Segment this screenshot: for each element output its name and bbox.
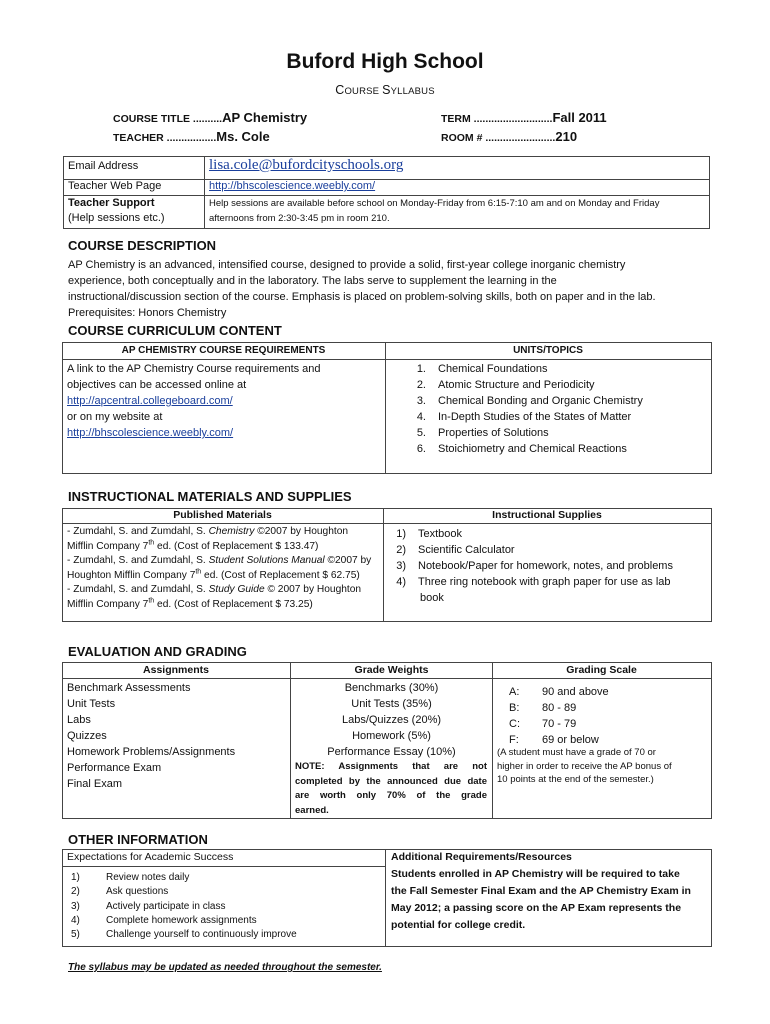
expectation-item: 4) Complete homework assignments xyxy=(71,914,257,926)
published-materials-header: Published Materials xyxy=(173,509,272,521)
course-title-row: COURSE TITLE ..........AP Chemistry xyxy=(113,110,308,125)
email-label: Email Address xyxy=(64,157,205,180)
grade-weight-item: Performance Essay (10%) xyxy=(327,746,456,758)
grade-weight-item: Homework (5%) xyxy=(352,730,431,742)
collegeboard-link[interactable]: http://apcentral.collegeboard.com/ xyxy=(67,395,233,407)
description-text: AP Chemistry is an advanced, intensified course, designed to provide a solid, first-year college inorganic chemistry experience, both conceptually and in the laboratory. The labs serve to supplement the learning in the instructional/discussion section of the course. Emphasis is placed on problem-solving skills, both on paper and in the lab. Prerequisites: Honors Chemistry xyxy=(68,259,656,319)
assignment-item: Benchmark Assessments xyxy=(67,682,191,694)
supplies-continued: book xyxy=(420,592,444,604)
supply-item: 3) Notebook/Paper for homework, notes, and problems xyxy=(396,560,673,572)
expectations-header: Expectations for Academic Success xyxy=(67,851,234,863)
course-title: AP Chemistry xyxy=(222,110,308,125)
expectation-item: 5) Challenge yourself to continuously improve xyxy=(71,929,297,941)
assignment-item: Labs xyxy=(67,714,91,726)
description-heading: COURSE DESCRIPTION xyxy=(68,238,217,253)
additional-requirements-header: Additional Requirements/Resources xyxy=(391,851,572,863)
grading-scale-item: C: 70 - 79 xyxy=(509,718,577,730)
grade-weight-item: Benchmarks (30%) xyxy=(344,682,439,694)
supply-item: 1) Textbook xyxy=(396,528,463,540)
topics-list xyxy=(398,361,708,457)
published-material-item: - Zumdahl, S. and Zumdahl, S. Student Solutions Manual ©2007 by xyxy=(67,555,372,566)
page-subtitle: COURSE SYLLABUS xyxy=(335,83,435,97)
supplies-list xyxy=(384,526,704,590)
term-value: Fall 2011 xyxy=(552,110,607,125)
instructional-supplies-header: Instructional Supplies xyxy=(492,509,602,521)
grading-scale-item: A: 90 and above xyxy=(509,686,609,698)
supply-item: 2) Scientific Calculator xyxy=(396,544,515,556)
support-text: Help sessions are available before school on Monday-Friday from 6:15-7:10 am and on Monday and Friday afternoons from 2:30-3:45 pm in room 210. xyxy=(205,196,710,229)
published-materials-list: - Zumdahl, S. and Zumdahl, S. Chemistry ©2007 by Houghton Mifflin Company 7th ed. (Cost of Replacement $ 133.47) - Zumdahl, S. and Zumdahl, S. Student Solutions Manual ©2007 by Houghton Mifflin Company 7th ed. (Cost of Replacement $ 62.75) - Zumdahl, S. and Zumdahl, S. Study Guide © 2007 by Houghton Mifflin Company 7th ed. (Cost of Replacement $ 73.25) xyxy=(67,525,382,612)
web-label: Teacher Web Page xyxy=(64,180,205,196)
course-requirements-text: A link to the AP Chemistry Course requirements and objectives can be accessed online at http://apcentral.collegeboard.com/ or on my website at http://bhscolescience.weebly.com/ xyxy=(67,363,321,439)
topic-item: 4. In-Depth Studies of the States of Matter xyxy=(416,411,632,423)
grade-weights-list xyxy=(291,680,492,760)
curriculum-heading: COURSE CURRICULUM CONTENT xyxy=(68,323,282,338)
evaluation-heading: EVALUATION AND GRADING xyxy=(68,644,247,659)
grading-scale-note: (A student must have a grade of 70 or higher in order to receive the AP bonus of 10 points at the end of the semester.) xyxy=(497,747,672,785)
topic-item: 2. Atomic Structure and Periodicity xyxy=(416,379,595,391)
grading-scale-item: B: 80 - 89 xyxy=(509,702,577,714)
teacher-website-link[interactable]: http://bhscolescience.weebly.com/ xyxy=(67,427,234,439)
other-heading: OTHER INFORMATION xyxy=(68,832,208,847)
assignment-item: Final Exam xyxy=(67,778,123,790)
late-work-note: NOTE: Assignments that are not completed by the announced due date are worth only 70% of the grade earned. xyxy=(295,761,487,816)
topic-item: 3. Chemical Bonding and Organic Chemistry xyxy=(416,395,643,407)
page-title: Buford High School xyxy=(286,50,484,73)
teacher-name: Ms. Cole xyxy=(216,129,270,144)
materials-heading: INSTRUCTIONAL MATERIALS AND SUPPLIES xyxy=(68,489,352,504)
grade-weights-header: Grade Weights xyxy=(354,664,429,676)
topic-item: 5. Properties of Solutions xyxy=(416,427,549,439)
assignment-item: Performance Exam xyxy=(67,762,162,774)
assignments-header: Assignments xyxy=(143,664,209,676)
expectation-item: 3) Actively participate in class xyxy=(71,900,226,912)
contact-table xyxy=(63,156,710,229)
term-row: TERM ...........................Fall 2011 xyxy=(441,110,607,125)
teacher-row: TEACHER .................Ms. Cole xyxy=(113,129,270,144)
units-topics-header: UNITS/TOPICS xyxy=(513,345,583,356)
grading-scale-list xyxy=(509,684,699,748)
grade-weight-item: Unit Tests (35%) xyxy=(351,698,432,710)
course-requirements-header: AP CHEMISTRY COURSE REQUIREMENTS xyxy=(121,345,326,356)
assignment-item: Unit Tests xyxy=(67,698,116,710)
assignment-item: Quizzes xyxy=(67,730,107,742)
published-material-item: - Zumdahl, S. and Zumdahl, S. Study Guide © 2007 by Houghton xyxy=(67,584,362,595)
web-link[interactable]: http://bhscolescience.weebly.com/ xyxy=(209,180,376,192)
grading-scale-header: Grading Scale xyxy=(566,664,637,676)
additional-requirements-text: Students enrolled in AP Chemistry will be required to take the Fall Semester Final Exam and the AP Chemistry Exam in May 2012; a passing score on the AP Exam represents the potential for college credit. xyxy=(391,868,691,931)
assignments-list xyxy=(67,680,287,792)
expectation-item: 1) Review notes daily xyxy=(71,872,190,883)
email-link[interactable]: lisa.cole@bufordcityschools.org xyxy=(209,157,404,173)
published-material-item: - Zumdahl, S. and Zumdahl, S. Chemistry ©2007 by Houghton xyxy=(67,526,349,537)
support-label: Teacher Support (Help sessions etc.) xyxy=(64,196,205,229)
supply-item: 4) Three ring notebook with graph paper for use as lab xyxy=(396,576,671,588)
grade-weight-item: Labs/Quizzes (20%) xyxy=(341,714,442,726)
topic-item: 1. Chemical Foundations xyxy=(416,363,548,375)
topic-item: 6. Stoichiometry and Chemical Reactions xyxy=(416,443,627,455)
room-value: 210 xyxy=(555,129,578,144)
expectation-item: 2) Ask questions xyxy=(71,886,169,898)
footer-note: The syllabus may be updated as needed throughout the semester. xyxy=(68,962,382,973)
expectations-list xyxy=(67,871,377,942)
assignment-item: Homework Problems/Assignments xyxy=(67,746,236,758)
room-row: ROOM # ........................210 xyxy=(441,129,578,144)
grading-scale-item: F: 69 or below xyxy=(509,734,599,746)
